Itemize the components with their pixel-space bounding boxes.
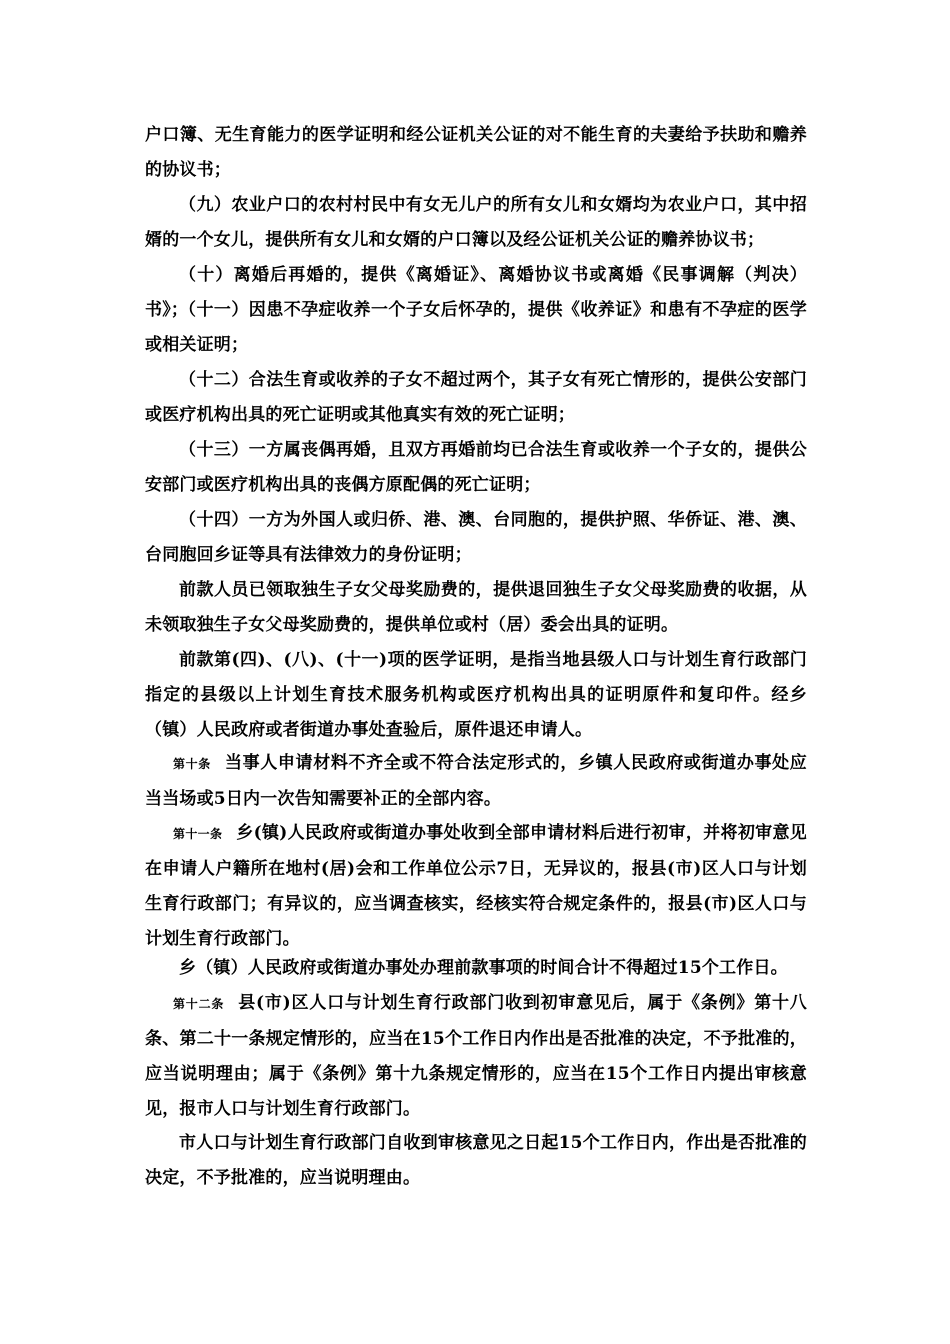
paragraph-item-13 <box>145 433 807 503</box>
paragraph-text: 县(市)区人口与计划生育行政部门收到初审意见后，属于《条例》第十八条、第二十一条规定情形的，应当在15个工作日内作出是否批准的决定，不予批准的，应当说明理由；属于《条例》第十九条规定情形的，应当在15个工作日内提出审核意见，报市人口与计划生育行政部门。 <box>145 993 807 1119</box>
paragraph-text: （十三）一方属丧偶再婚，且双方再婚前均已合法生育或收养一个子女的，提供公安部门或医疗机构出具的丧偶方原配偶的死亡证明； <box>145 440 807 495</box>
paragraph-text: 乡（镇）人民政府或街道办事处办理前款事项的时间合计不得超过15个工作日。 <box>179 958 788 978</box>
paragraph-time-limit <box>145 951 807 986</box>
paragraph-text: 乡(镇)人民政府或街道办事处收到全部申请材料后进行初审，并将初审意见在申请人户籍所在地村(居)会和工作单位公示7日，无异议的，报县(市)区人口与计划生育行政部门；有异议的，应当调查核实，经核实符合规定条件的，报县(市)区人口与计划生育行政部门。 <box>145 823 807 949</box>
article-11 <box>145 816 807 957</box>
paragraph-medical-proof <box>145 643 807 748</box>
article-label: 第十二条 <box>173 997 225 1011</box>
article-10 <box>145 746 807 817</box>
paragraph-text: 市人口与计划生育行政部门自收到审核意见之日起15个工作日内，作出是否批准的决定，不予批准的，应当说明理由。 <box>145 1133 807 1188</box>
article-label: 第十条 <box>173 757 211 771</box>
paragraph-text: （十四）一方为外国人或归侨、港、澳、台同胞的，提供护照、华侨证、港、澳、台同胞回乡证等具有法律效力的身份证明； <box>145 510 807 565</box>
paragraph-continuation <box>145 118 807 188</box>
paragraph-item-14 <box>145 503 807 573</box>
paragraph-item-12 <box>145 363 807 433</box>
paragraph-text: （九）农业户口的农村村民中有女无儿户的所有女儿和女婿均为农业户口，其中招婿的一个女儿，提供所有女儿和女婿的户口簿以及经公证机关公证的赡养协议书； <box>145 195 807 250</box>
paragraph-reward-fee <box>145 573 807 643</box>
article-label: 第十一条 <box>173 827 223 841</box>
paragraph-text: 户口簿、无生育能力的医学证明和经公证机关公证的对不能生育的夫妻给予扶助和赡养的协议书； <box>145 125 807 180</box>
paragraph-text: （十二）合法生育或收养的子女不超过两个，其子女有死亡情形的，提供公安部门或医疗机构出具的死亡证明或其他真实有效的死亡证明； <box>145 370 807 425</box>
paragraph-text: 当事人申请材料不齐全或不符合法定形式的，乡镇人民政府或街道办事处应当当场或5日内一次告知需要补正的全部内容。 <box>145 753 807 809</box>
paragraph-city-decision <box>145 1126 807 1196</box>
paragraph-text: 前款第(四)、(八)、(十一)项的医学证明，是指当地县级人口与计划生育行政部门指定的县级以上计划生育技术服务机构或医疗机构出具的证明原件和复印件。经乡（镇）人民政府或者街道办事处查验后，原件退还申请人。 <box>145 650 807 740</box>
paragraph-text: （十一）因患不孕症收养一个子女后怀孕的，提供《收养证》和患有不孕症的医学或相关证明； <box>145 300 807 355</box>
paragraph-text: 前款人员已领取独生子女父母奖励费的，提供退回独生子女父母奖励费的收据，从未领取独生子女父母奖励费的，提供单位或村（居）委会出具的证明。 <box>145 580 807 635</box>
paragraph-text: （十）离婚后再婚的，提供《离婚证》、离婚协议书或离婚《民事调解（判决）书》； <box>145 265 807 320</box>
paragraph-item-9 <box>145 188 807 258</box>
paragraph-item-11 <box>145 293 807 363</box>
article-12 <box>145 986 807 1127</box>
